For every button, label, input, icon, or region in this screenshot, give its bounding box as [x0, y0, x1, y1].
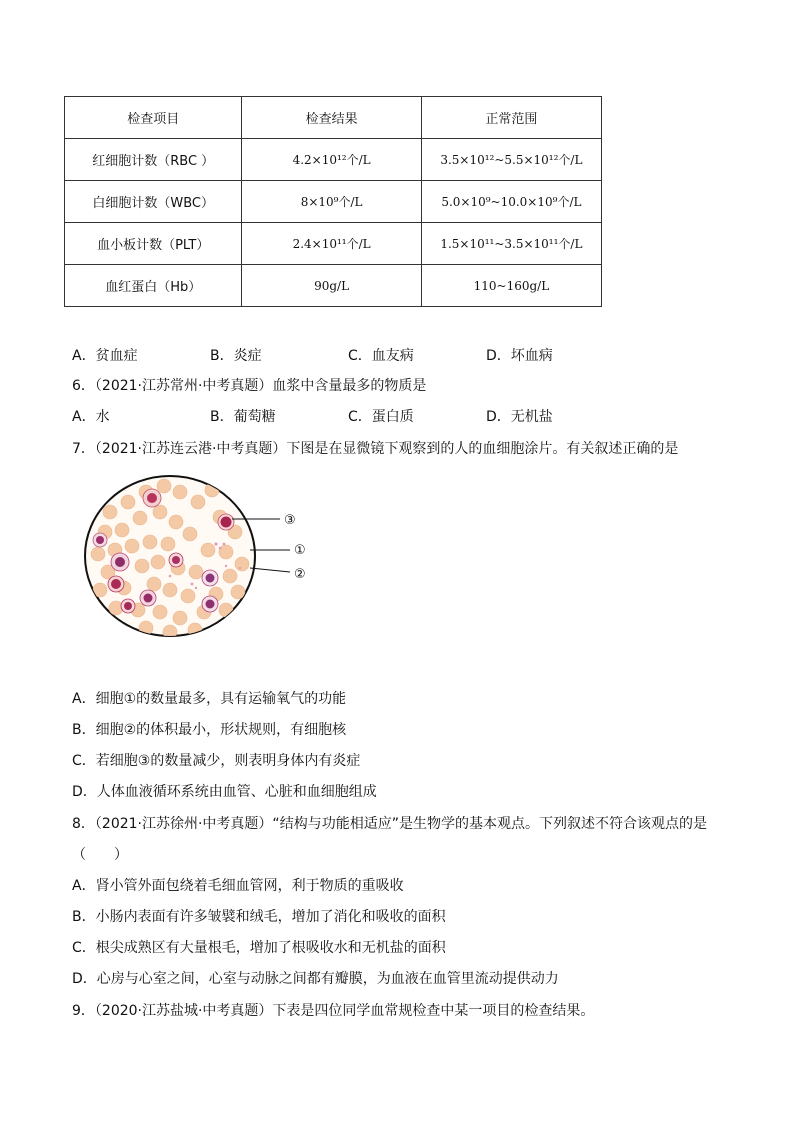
q5-option-d: D．坏血病	[486, 348, 553, 364]
q8-paren: （ ）	[72, 847, 128, 863]
q7-option-c: C．若细胞③的数量减少，则表明身体内有炎症	[72, 753, 361, 769]
cell-item: 血小板计数（PLT）	[65, 223, 242, 265]
q8-stem: 8．（2021·江苏徐州·中考真题）“结构与功能相适应”是生物学的基本观点。下列叙述不符合该观点的是	[72, 816, 707, 832]
q7-stem: 7．（2021·江苏连云港·中考真题）下图是在显微镜下观察到的人的血细胞涂片。有关叙述正确的是	[72, 441, 679, 457]
q7-option-d: D．人体血液循环系统由血管、心脏和血细胞组成	[72, 784, 377, 800]
blood-smear-figure	[80, 472, 330, 642]
q5-option-c: C．血友病	[348, 348, 414, 364]
q6-option-d: D．无机盐	[486, 409, 553, 425]
label-cell-3: ③	[284, 513, 296, 528]
cell-result: 2.4×10¹¹个/L	[242, 223, 421, 265]
table-row	[65, 139, 602, 181]
q6-option-a: A．水	[72, 409, 110, 425]
table-header-row	[65, 97, 602, 139]
q5-option-a: A．贫血症	[72, 348, 138, 364]
label-cell-1: ①	[294, 543, 306, 558]
q8-option-a: A．肾小管外面包绕着毛细血管网，利于物质的重吸收	[72, 878, 404, 894]
cell-range: 110~160g/L	[421, 265, 601, 307]
q6-stem: 6．（2021·江苏常州·中考真题）血浆中含量最多的物质是	[72, 378, 427, 394]
q8-option-c: C．根尖成熟区有大量根毛，增加了根吸收水和无机盐的面积	[72, 940, 446, 956]
q8-option-b: B．小肠内表面有许多皱襞和绒毛，增加了消化和吸收的面积	[72, 909, 446, 925]
q6-option-c: C．蛋白质	[348, 409, 414, 425]
cell-range: 3.5×10¹²~5.5×10¹²个/L	[421, 139, 601, 181]
q7-option-a: A．细胞①的数量最多，具有运输氧气的功能	[72, 691, 347, 707]
cell-result: 4.2×10¹²个/L	[242, 139, 421, 181]
table-row	[65, 265, 602, 307]
blood-test-table	[64, 96, 602, 307]
header-item: 检查项目	[65, 97, 242, 139]
cell-item: 红细胞计数（RBC ）	[65, 139, 242, 181]
table-row	[65, 223, 602, 265]
q7-option-b: B．细胞②的体积最小，形状规则，有细胞核	[72, 722, 347, 738]
header-result: 检查结果	[242, 97, 421, 139]
q5-option-b: B．炎症	[210, 348, 262, 364]
label-cell-2: ②	[294, 567, 306, 582]
header-range: 正常范围	[421, 97, 601, 139]
q8-option-d: D．心房与心室之间，心室与动脉之间都有瓣膜，为血液在血管里流动提供动力	[72, 971, 559, 987]
cell-item: 血红蛋白（Hb）	[65, 265, 242, 307]
cell-range: 1.5×10¹¹~3.5×10¹¹个/L	[421, 223, 601, 265]
cell-item: 白细胞计数（WBC）	[65, 181, 242, 223]
cell-result: 90g/L	[242, 265, 421, 307]
cell-range: 5.0×10⁹~10.0×10⁹个/L	[421, 181, 601, 223]
q9-stem: 9．（2020·江苏盐城·中考真题）下表是四位同学血常规检查中某一项目的检查结果。	[72, 1003, 595, 1019]
cell-result: 8×10⁹个/L	[242, 181, 421, 223]
q6-option-b: B．葡萄糖	[210, 409, 276, 425]
table-row	[65, 181, 602, 223]
